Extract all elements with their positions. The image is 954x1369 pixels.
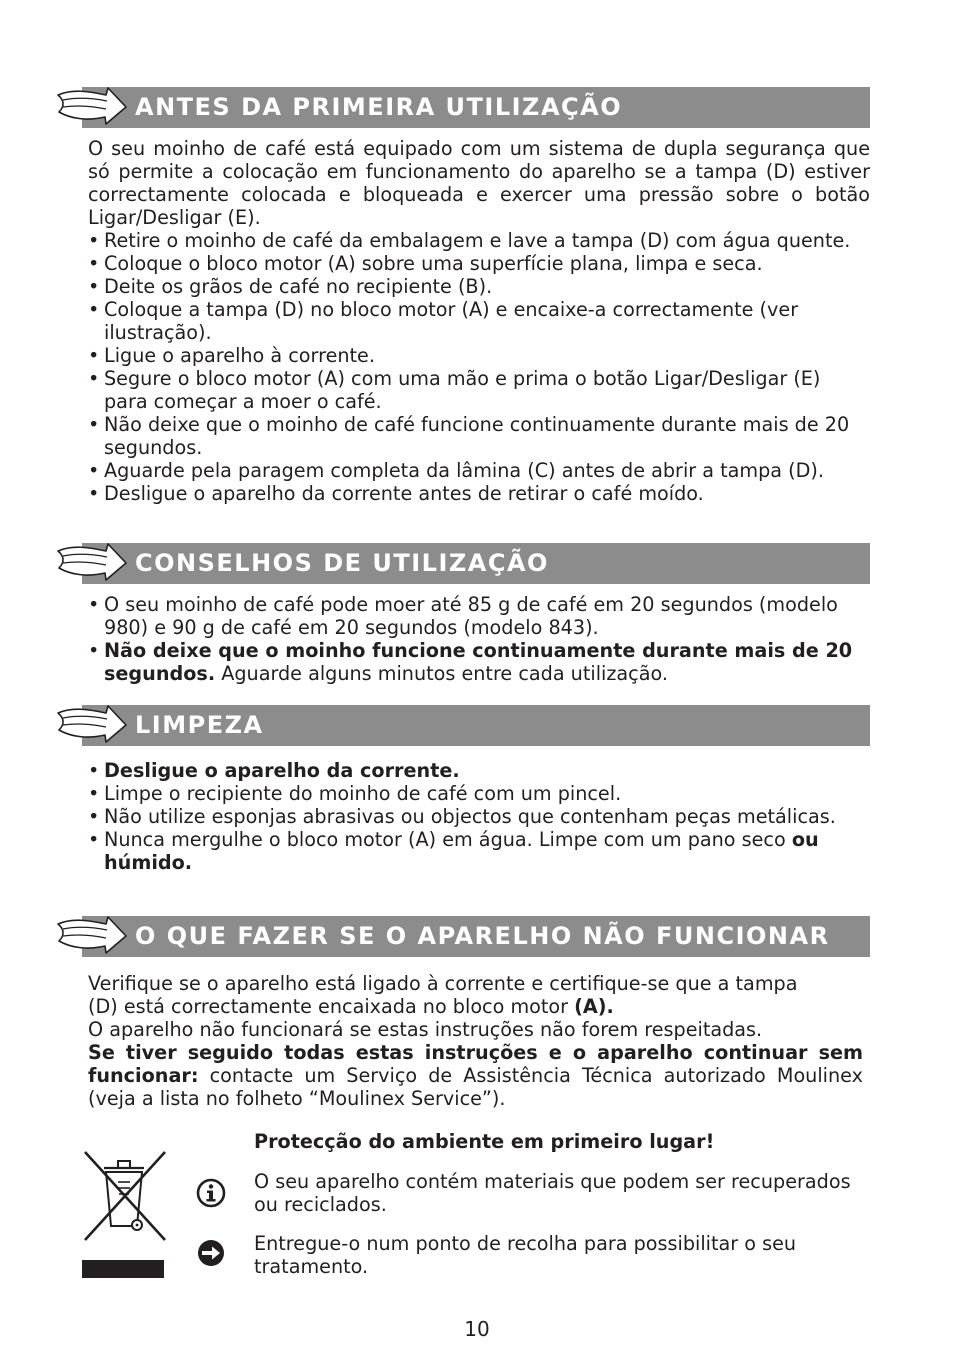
- crossed-out-bin-icon: [82, 1148, 166, 1280]
- arrow-right-icon: [196, 1238, 226, 1268]
- instruction-list: [88, 229, 870, 505]
- list-item-text: Aguarde alguns minutos entre cada utilização.: [215, 662, 668, 685]
- environment-title: Protecção do ambiente em primeiro lugar!: [254, 1130, 715, 1153]
- list-item: • Desligue o aparelho da corrente antes de retirar o café moído.: [88, 482, 870, 505]
- line-bold: (A).: [574, 995, 614, 1018]
- troubleshoot-line: O aparelho não funcionará se estas instruções não forem respeitadas.: [88, 1018, 763, 1041]
- section-title: O QUE FAZER SE O APARELHO NÃO FUNCIONAR: [135, 922, 830, 950]
- advice-list: [88, 593, 870, 685]
- environment-block: [254, 1130, 874, 1153]
- section-header-conselhos: [82, 543, 870, 584]
- page-number: 10: [464, 1317, 490, 1341]
- list-item: • Segure o bloco motor (A) com uma mão e prima o botão Ligar/Desligar (E) para começar a moer o café.: [88, 367, 870, 413]
- paragraph-bold: Se tiver seguido todas estas instruções e o aparelho continuar sem funcionar:: [88, 1041, 863, 1087]
- list-item: [88, 828, 870, 874]
- paragraph-text: contacte um Serviço de Assistência Técnica autorizado Moulinex (veja a lista no folheto “Moulinex Service”).: [88, 1064, 863, 1110]
- list-item: • Não deixe que o moinho de café funcione continuamente durante mais de 20 segundos.: [88, 413, 870, 459]
- info-icon: [196, 1178, 226, 1208]
- list-item: • Aguarde pela paragem completa da lâmina (C) antes de abrir a tampa (D).: [88, 459, 870, 482]
- section-header-antes: [82, 87, 870, 128]
- list-item: • Não utilize esponjas abrasivas ou objectos que contenham peças metálicas.: [88, 805, 870, 828]
- list-item: • Retire o moinho de café da embalagem e lave a tampa (D) com água quente.: [88, 229, 870, 252]
- list-item: • Coloque o bloco motor (A) sobre uma superfície plana, limpa e seca.: [88, 252, 870, 275]
- troubleshoot-line: Verifique se o aparelho está ligado à corrente e certifique-se que a tampa: [88, 972, 798, 995]
- list-item-bold: ou húmido.: [104, 828, 819, 874]
- list-item: • Deite os grãos de café no recipiente (B).: [88, 275, 870, 298]
- hand-arrow-icon: [54, 705, 130, 749]
- section-title: ANTES DA PRIMEIRA UTILIZAÇÃO: [135, 93, 623, 121]
- section-body-problemas: [88, 972, 863, 1110]
- hand-arrow-icon: [54, 916, 130, 960]
- troubleshoot-paragraph: [88, 1041, 863, 1110]
- list-item: • Ligue o aparelho à corrente.: [88, 344, 870, 367]
- section-header-problemas: [82, 916, 870, 957]
- hand-arrow-icon: [54, 87, 130, 131]
- section-title: LIMPEZA: [135, 711, 264, 739]
- line-text: (D) está correctamente encaixada no bloco motor: [88, 995, 575, 1018]
- list-item-text: Nunca mergulhe o bloco motor (A) em água. Limpe com um pano seco: [104, 828, 792, 851]
- hand-arrow-icon: [54, 543, 130, 587]
- list-item: • Coloque a tampa (D) no bloco motor (A) e encaixe-a correctamente (ver ilustração).: [88, 298, 870, 344]
- list-item: [88, 639, 870, 685]
- list-item-bold: Não deixe que o moinho funcione continuamente durante mais de 20 segundos.: [104, 639, 853, 685]
- section-body-limpeza: [88, 759, 870, 874]
- list-item: [88, 759, 870, 782]
- section-header-limpeza: [82, 705, 870, 746]
- list-item: • Limpe o recipiente do moinho de café com um pincel.: [88, 782, 870, 805]
- intro-paragraph: O seu moinho de café está equipado com um sistema de dupla segurança que só permite a colocação em funcionamento do aparelho se a tampa (D) estiver correctamente colocada e bloqueada e exercer uma pressão sobre o botão Ligar/Desligar (E).: [88, 137, 870, 229]
- environment-text-2: Entregue-o num ponto de recolha para possibilitar o seu tratamento.: [254, 1232, 797, 1278]
- section-title: CONSELHOS DE UTILIZAÇÃO: [135, 549, 549, 577]
- list-item: • O seu moinho de café pode moer até 85 g de café em 20 segundos (modelo 980) e 90 g de café em 20 segundos (modelo 843).: [88, 593, 870, 639]
- environment-text-1: O seu aparelho contém materiais que podem ser recuperados ou reciclados.: [254, 1170, 851, 1216]
- section-body-conselhos: [88, 593, 870, 685]
- list-item-bold: Desligue o aparelho da corrente.: [104, 759, 460, 782]
- section-body-antes: [88, 137, 870, 505]
- troubleshoot-line: [88, 995, 863, 1018]
- cleaning-list: [88, 759, 870, 874]
